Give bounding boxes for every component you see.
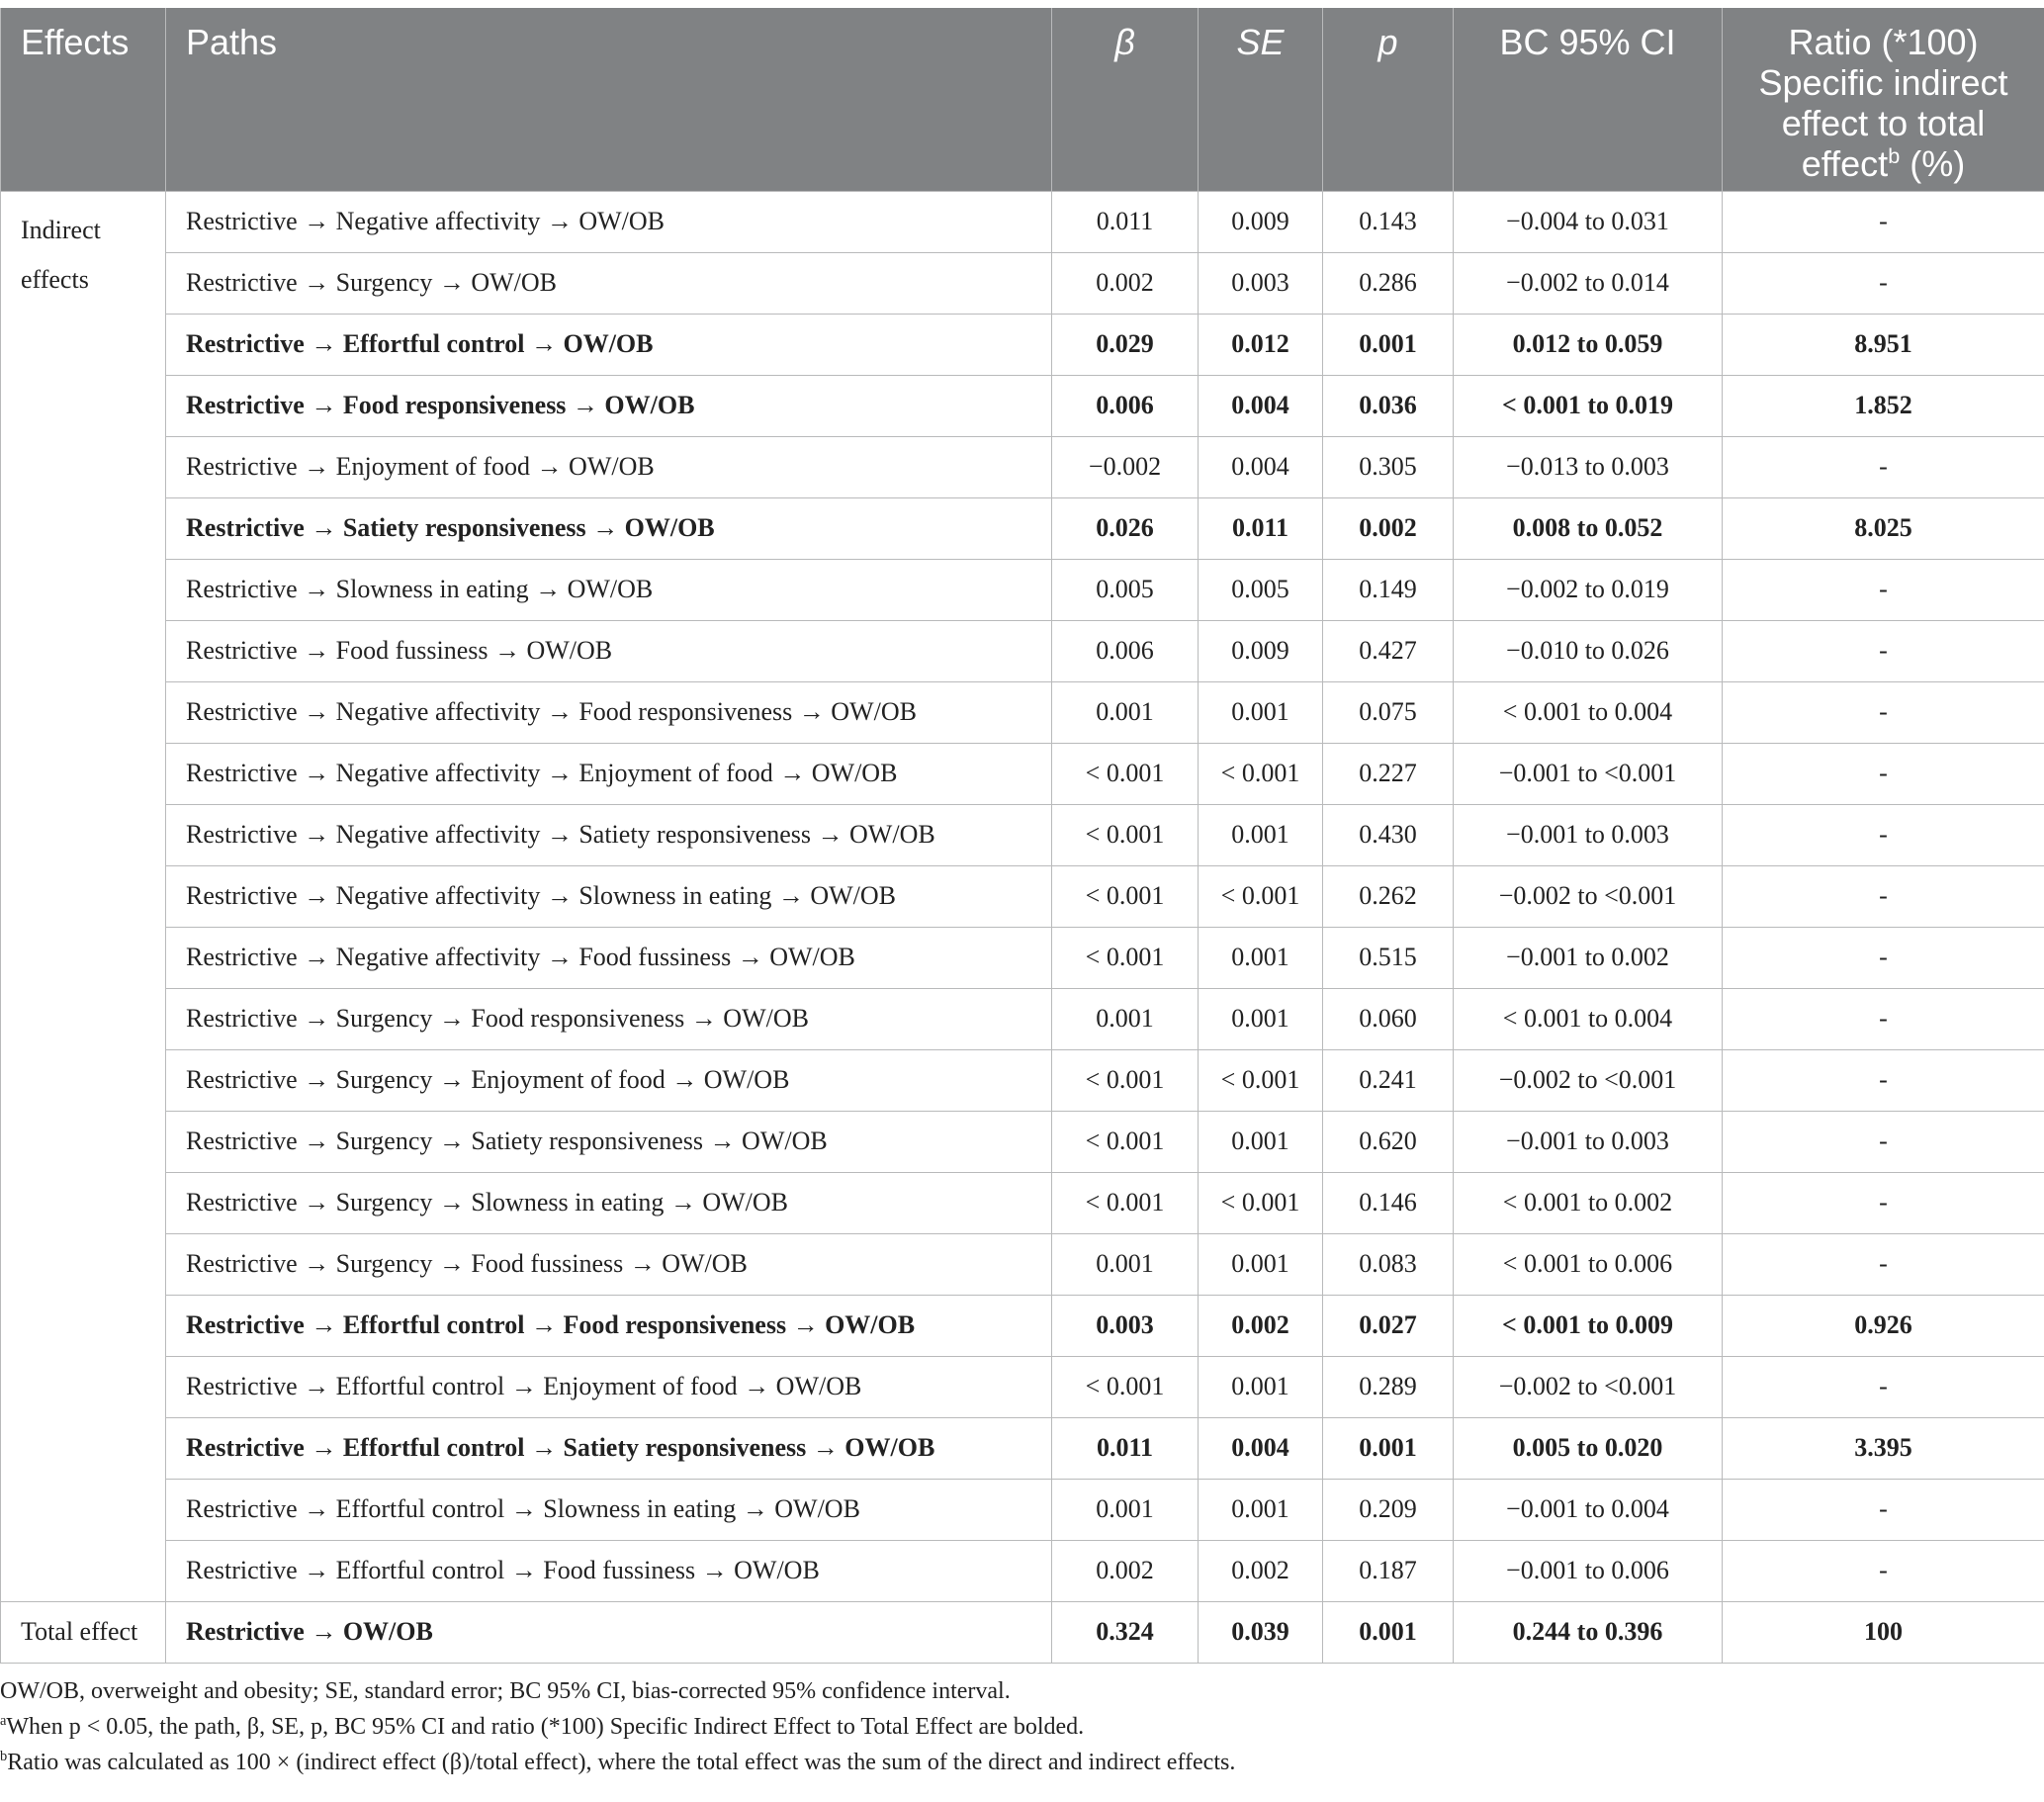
- ci-cell: −0.001 to <0.001: [1454, 743, 1723, 804]
- table-row: [1, 1111, 2044, 1172]
- se-cell: 0.039: [1199, 1601, 1323, 1663]
- se-cell: 0.009: [1199, 191, 1323, 252]
- ci-cell: −0.002 to <0.001: [1454, 1049, 1723, 1111]
- beta-cell: −0.002: [1052, 436, 1199, 497]
- se-cell: 0.002: [1199, 1295, 1323, 1356]
- footnote-b-text: Ratio was calculated as 100 × (indirect effect (β)/total effect), where the total effect was the sum of the direct and indirect effects.: [7, 1749, 1236, 1775]
- beta-cell: 0.029: [1052, 314, 1199, 375]
- ratio-cell: -: [1723, 1233, 2044, 1295]
- ci-cell: −0.001 to 0.002: [1454, 927, 1723, 988]
- beta-cell: 0.006: [1052, 375, 1199, 436]
- beta-cell: < 0.001: [1052, 743, 1199, 804]
- header-row: [1, 8, 2044, 191]
- header-ratio-suffix: (%): [1900, 143, 1966, 184]
- header-beta-text: β: [1114, 22, 1135, 62]
- ratio-cell: -: [1723, 681, 2044, 743]
- beta-cell: 0.002: [1052, 252, 1199, 314]
- ci-cell: −0.004 to 0.031: [1454, 191, 1723, 252]
- path-cell: Restrictive → Negative affectivity → OW/OB: [166, 191, 1052, 252]
- se-cell: 0.005: [1199, 559, 1323, 620]
- ratio-cell: -: [1723, 865, 2044, 927]
- path-cell: Restrictive → Food fussiness → OW/OB: [166, 620, 1052, 681]
- se-cell: 0.009: [1199, 620, 1323, 681]
- se-cell: 0.011: [1199, 497, 1323, 559]
- p-cell: 0.209: [1323, 1479, 1454, 1540]
- ci-cell: < 0.001 to 0.002: [1454, 1172, 1723, 1233]
- beta-cell: < 0.001: [1052, 1172, 1199, 1233]
- beta-cell: 0.026: [1052, 497, 1199, 559]
- se-cell: 0.001: [1199, 1233, 1323, 1295]
- header-se: [1199, 8, 1323, 191]
- table-row: [1, 1601, 2044, 1663]
- ratio-cell: -: [1723, 620, 2044, 681]
- table-row: [1, 865, 2044, 927]
- path-cell: Restrictive → Slowness in eating → OW/OB: [166, 559, 1052, 620]
- footnote-abbreviations: OW/OB, overweight and obesity; SE, standard error; BC 95% CI, bias-corrected 95% confidence interval.: [0, 1677, 1011, 1704]
- footnote-b: [0, 1745, 2044, 1780]
- se-cell: 0.012: [1199, 314, 1323, 375]
- ci-cell: < 0.001 to 0.019: [1454, 375, 1723, 436]
- p-cell: 0.075: [1323, 681, 1454, 743]
- p-cell: 0.262: [1323, 865, 1454, 927]
- table-row: [1, 191, 2044, 252]
- header-paths: Paths: [166, 8, 1052, 191]
- p-cell: 0.241: [1323, 1049, 1454, 1111]
- table-row: [1, 927, 2044, 988]
- table-body: [1, 191, 2044, 1663]
- path-cell: Restrictive → Negative affectivity → Enjoyment of food → OW/OB: [166, 743, 1052, 804]
- ci-cell: 0.008 to 0.052: [1454, 497, 1723, 559]
- se-cell: 0.002: [1199, 1540, 1323, 1601]
- se-cell: 0.001: [1199, 1479, 1323, 1540]
- table-row: [1, 988, 2044, 1049]
- footnote-a: [0, 1709, 2044, 1745]
- p-cell: 0.027: [1323, 1295, 1454, 1356]
- se-cell: < 0.001: [1199, 1049, 1323, 1111]
- beta-cell: 0.001: [1052, 1233, 1199, 1295]
- ci-cell: −0.002 to 0.014: [1454, 252, 1723, 314]
- se-cell: 0.001: [1199, 988, 1323, 1049]
- ci-cell: 0.012 to 0.059: [1454, 314, 1723, 375]
- p-cell: 0.002: [1323, 497, 1454, 559]
- table-row: [1, 1479, 2044, 1540]
- ci-cell: −0.001 to 0.003: [1454, 1111, 1723, 1172]
- beta-cell: 0.006: [1052, 620, 1199, 681]
- se-cell: < 0.001: [1199, 1172, 1323, 1233]
- beta-cell: < 0.001: [1052, 865, 1199, 927]
- se-cell: 0.003: [1199, 252, 1323, 314]
- p-cell: 0.001: [1323, 314, 1454, 375]
- beta-cell: 0.001: [1052, 988, 1199, 1049]
- beta-cell: 0.011: [1052, 191, 1199, 252]
- ratio-cell: -: [1723, 1540, 2044, 1601]
- ratio-cell: -: [1723, 191, 2044, 252]
- beta-cell: 0.324: [1052, 1601, 1199, 1663]
- p-cell: 0.620: [1323, 1111, 1454, 1172]
- p-cell: 0.427: [1323, 620, 1454, 681]
- mediation-results-table: [0, 8, 2044, 1664]
- table-row: [1, 1295, 2044, 1356]
- ratio-cell: -: [1723, 252, 2044, 314]
- ratio-cell: -: [1723, 927, 2044, 988]
- header-beta: [1052, 8, 1199, 191]
- p-cell: 0.001: [1323, 1417, 1454, 1479]
- path-cell: Restrictive → Satiety responsiveness → OW/OB: [166, 497, 1052, 559]
- footnote-a-text: When p < 0.05, the path, β, SE, p, BC 95% CI and ratio (*100) Specific Indirect Effect to Total Effect are bolded.: [6, 1713, 1085, 1740]
- ratio-cell: -: [1723, 1356, 2044, 1417]
- path-cell: Restrictive → Surgency → Food responsiveness → OW/OB: [166, 988, 1052, 1049]
- group-indirect-effects: Indirect effects: [1, 191, 166, 1601]
- ratio-cell: -: [1723, 1049, 2044, 1111]
- p-cell: 0.430: [1323, 804, 1454, 865]
- se-cell: 0.004: [1199, 436, 1323, 497]
- table-row: [1, 436, 2044, 497]
- path-cell: Restrictive → Surgency → OW/OB: [166, 252, 1052, 314]
- table-row: [1, 1417, 2044, 1479]
- header-p: [1323, 8, 1454, 191]
- path-cell: Restrictive → OW/OB: [166, 1601, 1052, 1663]
- se-cell: 0.001: [1199, 681, 1323, 743]
- ratio-cell: -: [1723, 436, 2044, 497]
- ci-cell: 0.005 to 0.020: [1454, 1417, 1723, 1479]
- beta-cell: 0.003: [1052, 1295, 1199, 1356]
- ratio-cell: -: [1723, 804, 2044, 865]
- table-row: [1, 743, 2044, 804]
- table-row: [1, 1540, 2044, 1601]
- beta-cell: 0.005: [1052, 559, 1199, 620]
- header-ratio-sup: b: [1888, 143, 1901, 168]
- p-cell: 0.083: [1323, 1233, 1454, 1295]
- ci-cell: < 0.001 to 0.009: [1454, 1295, 1723, 1356]
- path-cell: Restrictive → Effortful control → Satiety responsiveness → OW/OB: [166, 1417, 1052, 1479]
- ratio-cell: 1.852: [1723, 375, 2044, 436]
- path-cell: Restrictive → Surgency → Slowness in eating → OW/OB: [166, 1172, 1052, 1233]
- ci-cell: 0.244 to 0.396: [1454, 1601, 1723, 1663]
- ratio-cell: 3.395: [1723, 1417, 2044, 1479]
- table-row: [1, 681, 2044, 743]
- table-row: [1, 252, 2044, 314]
- p-cell: 0.289: [1323, 1356, 1454, 1417]
- ci-cell: −0.002 to 0.019: [1454, 559, 1723, 620]
- ratio-cell: -: [1723, 1479, 2044, 1540]
- ci-cell: −0.002 to <0.001: [1454, 1356, 1723, 1417]
- ci-cell: −0.013 to 0.003: [1454, 436, 1723, 497]
- path-cell: Restrictive → Effortful control → Enjoyment of food → OW/OB: [166, 1356, 1052, 1417]
- header-ratio: [1723, 8, 2044, 191]
- p-cell: 0.001: [1323, 1601, 1454, 1663]
- ci-cell: −0.001 to 0.004: [1454, 1479, 1723, 1540]
- path-cell: Restrictive → Effortful control → Food responsiveness → OW/OB: [166, 1295, 1052, 1356]
- table-row: [1, 314, 2044, 375]
- path-cell: Restrictive → Negative affectivity → Satiety responsiveness → OW/OB: [166, 804, 1052, 865]
- ratio-cell: 100: [1723, 1601, 2044, 1663]
- header-ratio-text: Ratio (*100) Specific indirect effect to total effect: [1758, 22, 2008, 184]
- beta-cell: < 0.001: [1052, 804, 1199, 865]
- table-row: [1, 497, 2044, 559]
- path-cell: Restrictive → Negative affectivity → Food responsiveness → OW/OB: [166, 681, 1052, 743]
- p-cell: 0.227: [1323, 743, 1454, 804]
- p-cell: 0.143: [1323, 191, 1454, 252]
- beta-cell: 0.011: [1052, 1417, 1199, 1479]
- table-row: [1, 1356, 2044, 1417]
- table-row: [1, 804, 2044, 865]
- p-cell: 0.146: [1323, 1172, 1454, 1233]
- ci-cell: < 0.001 to 0.004: [1454, 681, 1723, 743]
- path-cell: Restrictive → Effortful control → OW/OB: [166, 314, 1052, 375]
- table-row: [1, 620, 2044, 681]
- p-cell: 0.515: [1323, 927, 1454, 988]
- se-cell: < 0.001: [1199, 865, 1323, 927]
- p-cell: 0.305: [1323, 436, 1454, 497]
- ci-cell: < 0.001 to 0.004: [1454, 988, 1723, 1049]
- ratio-cell: -: [1723, 1111, 2044, 1172]
- path-cell: Restrictive → Food responsiveness → OW/OB: [166, 375, 1052, 436]
- beta-cell: < 0.001: [1052, 1111, 1199, 1172]
- beta-cell: 0.001: [1052, 681, 1199, 743]
- p-cell: 0.060: [1323, 988, 1454, 1049]
- header-p-text: p: [1377, 22, 1398, 62]
- header-ci: BC 95% CI: [1454, 8, 1723, 191]
- se-cell: 0.004: [1199, 1417, 1323, 1479]
- path-cell: Restrictive → Negative affectivity → Slowness in eating → OW/OB: [166, 865, 1052, 927]
- path-cell: Restrictive → Effortful control → Food fussiness → OW/OB: [166, 1540, 1052, 1601]
- path-cell: Restrictive → Surgency → Enjoyment of food → OW/OB: [166, 1049, 1052, 1111]
- ratio-cell: 8.951: [1723, 314, 2044, 375]
- group-total-effect: Total effect: [1, 1601, 166, 1663]
- ci-cell: −0.001 to 0.003: [1454, 804, 1723, 865]
- beta-cell: < 0.001: [1052, 927, 1199, 988]
- ci-cell: −0.002 to <0.001: [1454, 865, 1723, 927]
- ratio-cell: -: [1723, 988, 2044, 1049]
- table-footnotes: [0, 1673, 2044, 1780]
- table-row: [1, 1049, 2044, 1111]
- table-row: [1, 1233, 2044, 1295]
- path-cell: Restrictive → Surgency → Satiety responsiveness → OW/OB: [166, 1111, 1052, 1172]
- se-cell: < 0.001: [1199, 743, 1323, 804]
- path-cell: Restrictive → Enjoyment of food → OW/OB: [166, 436, 1052, 497]
- ratio-cell: -: [1723, 559, 2044, 620]
- footnote-a-marker: a: [0, 1712, 7, 1729]
- footnote-b-marker: b: [0, 1748, 8, 1764]
- table-row: [1, 375, 2044, 436]
- path-cell: Restrictive → Surgency → Food fussiness → OW/OB: [166, 1233, 1052, 1295]
- ci-cell: < 0.001 to 0.006: [1454, 1233, 1723, 1295]
- beta-cell: 0.001: [1052, 1479, 1199, 1540]
- p-cell: 0.036: [1323, 375, 1454, 436]
- se-cell: 0.001: [1199, 804, 1323, 865]
- ratio-cell: 8.025: [1723, 497, 2044, 559]
- ratio-cell: -: [1723, 743, 2044, 804]
- beta-cell: < 0.001: [1052, 1356, 1199, 1417]
- ratio-cell: 0.926: [1723, 1295, 2044, 1356]
- path-cell: Restrictive → Negative affectivity → Food fussiness → OW/OB: [166, 927, 1052, 988]
- table-header: [1, 8, 2044, 191]
- ci-cell: −0.001 to 0.006: [1454, 1540, 1723, 1601]
- se-cell: 0.004: [1199, 375, 1323, 436]
- header-effects: Effects: [1, 8, 166, 191]
- se-cell: 0.001: [1199, 1356, 1323, 1417]
- header-se-text: SE: [1236, 22, 1285, 62]
- path-cell: Restrictive → Effortful control → Slowness in eating → OW/OB: [166, 1479, 1052, 1540]
- p-cell: 0.286: [1323, 252, 1454, 314]
- p-cell: 0.187: [1323, 1540, 1454, 1601]
- beta-cell: 0.002: [1052, 1540, 1199, 1601]
- table-container: [0, 8, 2044, 1780]
- ci-cell: −0.010 to 0.026: [1454, 620, 1723, 681]
- p-cell: 0.149: [1323, 559, 1454, 620]
- table-row: [1, 1172, 2044, 1233]
- beta-cell: < 0.001: [1052, 1049, 1199, 1111]
- ratio-cell: -: [1723, 1172, 2044, 1233]
- se-cell: 0.001: [1199, 927, 1323, 988]
- se-cell: 0.001: [1199, 1111, 1323, 1172]
- table-row: [1, 559, 2044, 620]
